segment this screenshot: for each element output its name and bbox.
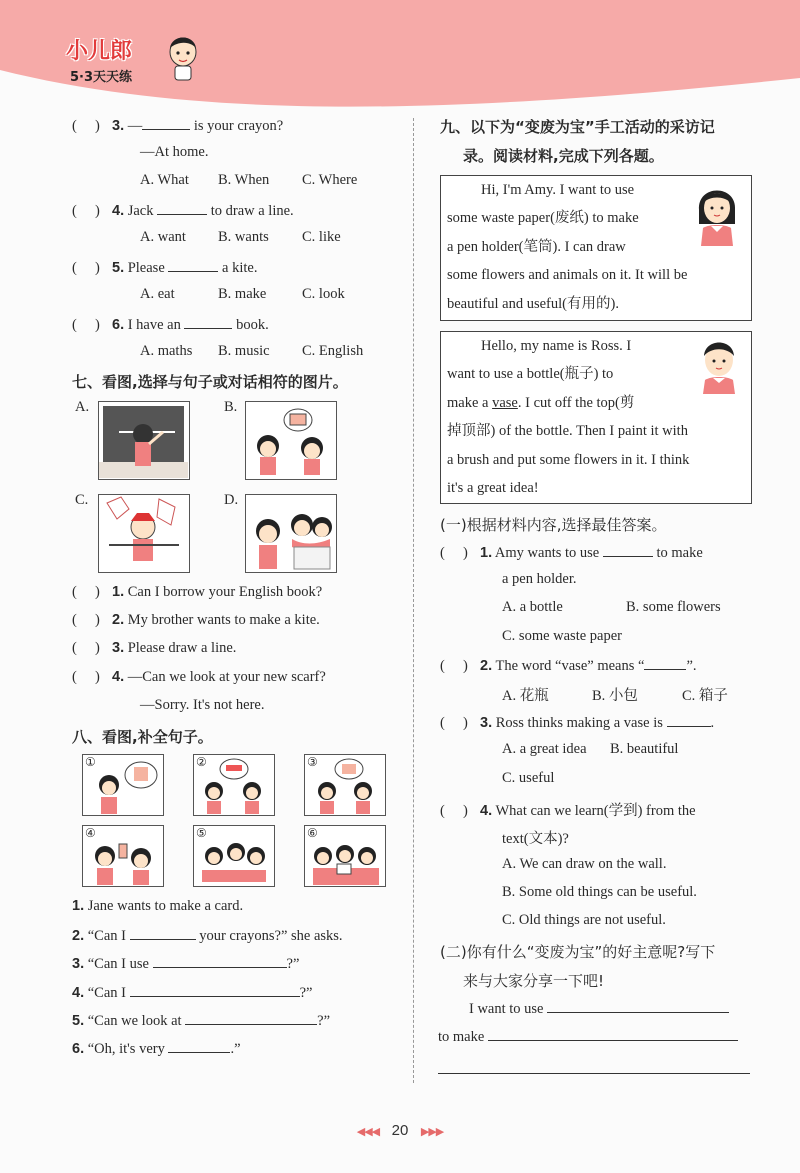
answer-blank[interactable]: [157, 201, 207, 215]
picture-c: [98, 494, 190, 573]
reading-q1: ( ) 1. Amy wants to use to make: [440, 545, 703, 561]
question-4: ( ) 4. Jack to draw a line.: [72, 203, 294, 219]
answer-blank[interactable]: [168, 1039, 230, 1053]
picture-label-b: B.: [224, 399, 238, 415]
writing-line-2: to make: [438, 1027, 738, 1046]
picture-d: [245, 494, 337, 573]
section-7-item-3: ( ) 3. Please draw a line.: [72, 640, 237, 656]
ross-line-2: want to use a bottle(瓶子) to: [447, 366, 614, 382]
amy-line-4: some flowers and animals on it. It will be: [447, 267, 688, 283]
question-5: ( ) 5. Please a kite.: [72, 260, 258, 276]
part-2-title-line1: (二)你有什么“变废为宝”的好主意呢?写下: [440, 943, 716, 961]
section-8-title: 八、看图,补全句子。: [72, 728, 213, 746]
section-7-title: 七、看图,选择与句子或对话相符的图片。: [72, 373, 348, 391]
reading-q2: ( ) 2. The word “vase” means “ ”.: [440, 658, 697, 674]
answer-blank[interactable]: [168, 258, 218, 272]
sentence-6: 6. “Oh, it's very .”: [72, 1041, 241, 1057]
question-5-options: A. eat B. make C. look: [140, 286, 345, 302]
reading-q3-option-c: C. useful: [502, 770, 555, 786]
section-7-item-4: ( ) 4. —Can we look at your new scarf?: [72, 669, 326, 685]
answer-blank[interactable]: [185, 1011, 317, 1025]
scene-6: ⑥: [304, 825, 386, 887]
reading-q3: ( ) 3. Ross thinks making a vase is .: [440, 715, 715, 731]
girl-drawing-on-board-icon: [99, 402, 188, 478]
girl-boy-book-icon: [246, 402, 335, 478]
ross-portrait-icon: [697, 336, 741, 394]
section-9-title-line1: 九、以下为“变废为宝”手工活动的采访记: [440, 118, 715, 136]
scene-3: ③: [304, 754, 386, 816]
boy-making-kite-icon: [99, 495, 188, 571]
brand-title: 小儿郎: [66, 39, 133, 64]
question-4-options: A. want B. wants C. like: [140, 229, 341, 245]
part-1-title: (一)根据材料内容,选择最佳答案。: [440, 516, 667, 534]
reading-q3-options-ab: A. a great idea B. beautiful: [502, 741, 679, 757]
amy-line-5: beautiful and useful(有用的).: [447, 296, 619, 312]
writing-blank[interactable]: [547, 999, 729, 1013]
scene-1: ①: [82, 754, 164, 816]
amy-portrait-icon: [693, 180, 741, 246]
writing-blank-line-3[interactable]: [438, 1060, 750, 1074]
reading-q4-option-c: C. Old things are not useful.: [502, 912, 666, 928]
boy-mascot-icon: [166, 32, 200, 82]
section-9-title-line2: 录。阅读材料,完成下列各题。: [463, 147, 664, 165]
scene-5: ⑤: [193, 825, 275, 887]
picture-label-a: A.: [75, 399, 90, 415]
writing-blank[interactable]: [488, 1027, 738, 1041]
next-arrows-icon: ▶▶▶: [420, 1126, 444, 1138]
vase-word: vase: [492, 395, 518, 411]
page-number: 20: [391, 1122, 409, 1139]
scene-4: ④: [82, 825, 164, 887]
answer-blank[interactable]: [644, 656, 686, 670]
reading-q1-line2: a pen holder.: [502, 571, 577, 587]
answer-blank[interactable]: [130, 926, 196, 940]
ross-line-4: 掉顶部) of the bottle. Then I paint it with: [447, 423, 688, 439]
ross-line-6: it's a great idea!: [447, 480, 539, 496]
amy-passage-box: [440, 175, 752, 321]
question-6: ( ) 6. I have an book.: [72, 317, 269, 333]
brand-subtitle: 5·3天天练: [70, 70, 133, 85]
picture-label-d: D.: [224, 492, 239, 508]
section-7-item-2: ( ) 2. My brother wants to make a kite.: [72, 612, 320, 628]
answer-blank[interactable]: [130, 983, 300, 997]
answer-blank[interactable]: [667, 713, 711, 727]
sentence-3: 3. “Can I use ?”: [72, 956, 300, 972]
section-7-item-1: ( ) 1. Can I borrow your English book?: [72, 584, 323, 600]
answer-blank[interactable]: [184, 315, 232, 329]
prev-arrows-icon: ◀◀◀: [356, 1126, 380, 1138]
sentence-2: 2. “Can I your crayons?” she asks.: [72, 928, 343, 944]
question-3-options: A. What B. When C. Where: [140, 172, 358, 188]
scene-2: ②: [193, 754, 275, 816]
children-with-scarf-icon: [246, 495, 335, 571]
reading-q4-option-b: B. Some old things can be useful.: [502, 884, 697, 900]
sentence-4: 4. “Can I ?”: [72, 985, 313, 1001]
answer-blank[interactable]: [153, 954, 287, 968]
answer-blank[interactable]: [603, 543, 653, 557]
sentence-5: 5. “Can we look at ?”: [72, 1013, 331, 1029]
reading-q1-options-ab: A. a bottle B. some flowers: [502, 599, 721, 615]
reading-q2-options: A. 花瓶 B. 小包 C. 箱子: [502, 688, 728, 704]
amy-line-2: some waste paper(废纸) to make: [447, 210, 639, 226]
picture-a: [98, 401, 190, 480]
writing-line-1: I want to use: [469, 999, 729, 1018]
picture-label-c: C.: [75, 492, 89, 508]
reading-q4: ( ) 4. What can we learn(学到) from the: [440, 803, 696, 819]
amy-line-1: Hi, I'm Amy. I want to use: [481, 182, 635, 198]
ross-line-5: a brush and put some flowers in it. I think: [447, 452, 690, 468]
reading-q1-option-c: C. some waste paper: [502, 628, 622, 644]
reading-q4-line2: text(文本)?: [502, 831, 569, 847]
reading-q4-option-a: A. We can draw on the wall.: [502, 856, 667, 872]
ross-line-1: Hello, my name is Ross. I: [481, 338, 632, 354]
page-footer: [0, 1122, 800, 1139]
picture-b: [245, 401, 337, 480]
question-3-reply: —At home.: [140, 144, 209, 160]
sentence-1: 1. Jane wants to make a card.: [72, 898, 244, 914]
ross-line-3: make a vase. I cut off the top(剪: [447, 395, 635, 411]
part-2-title-line2: 来与大家分享一下吧!: [463, 972, 605, 990]
amy-line-3: a pen holder(笔筒). I can draw: [447, 239, 626, 255]
answer-blank[interactable]: [142, 116, 190, 130]
question-3: ( ) 3. — is your crayon?: [72, 118, 284, 134]
column-divider: [413, 118, 414, 1083]
question-6-options: A. maths B. music C. English: [140, 343, 364, 359]
section-7-item-4-reply: —Sorry. It's not here.: [140, 697, 265, 713]
brand-logo: [56, 30, 206, 90]
ross-passage-box: [440, 331, 752, 504]
